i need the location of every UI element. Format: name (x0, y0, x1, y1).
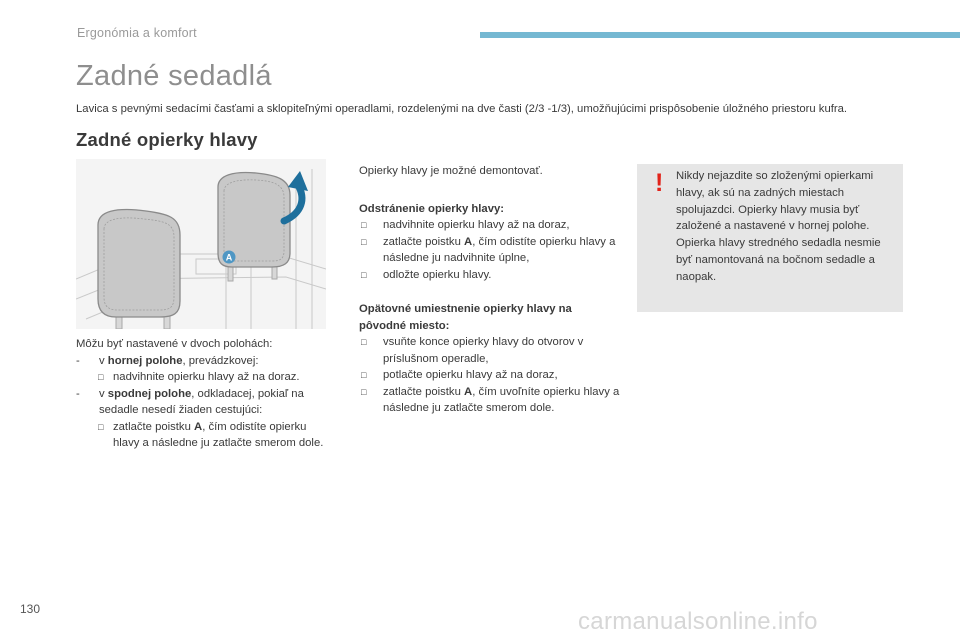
bullet-icon: □ (361, 386, 367, 397)
removal-instructions (359, 163, 621, 417)
step-text: zatlačte poistku (383, 385, 465, 398)
position-item-upper (76, 353, 331, 370)
position-step: zatlačte poistku (113, 420, 195, 433)
refit-step (359, 367, 621, 384)
warning-exclamation-icon: ! (655, 169, 664, 197)
position-step: nadvihnite opierku hlavy až na doraz. (113, 371, 300, 383)
warning-text: Nikdy nejazdite so zloženými opierkami hlavy, ak sú na zadných miestach spolujazdci. Opierky hlavy musia byť založené a nastavené v hornej polohe. Opierka hlavy stredného sedadla nesmie byť namontovaná na bočnom sedadle a naopak. (676, 170, 881, 283)
position-desc: , prevádzkovej: (182, 354, 259, 367)
positions-text (76, 336, 331, 452)
lock-label: A (194, 420, 203, 433)
headrest-lower (98, 210, 180, 329)
step-text-rest: , čím odistíte opierku hlavy a následne ju nadvihnite úplne, (383, 235, 616, 264)
figure-label-a: A (225, 252, 233, 263)
section-subtitle: Zadné opierky hlavy (76, 129, 258, 150)
position-item-lower (76, 386, 331, 419)
removal-step (359, 217, 621, 234)
watermark: carmanualsonline.info (578, 608, 818, 635)
position-step-rest: , čím odistíte opierku hlavy a následne ju zatlačte smerom dole. (113, 420, 324, 449)
headrest-raised (218, 173, 290, 281)
lock-label: A (464, 235, 473, 248)
step-text: odložte opierku hlavy. (383, 268, 492, 281)
bullet-icon: □ (98, 372, 104, 382)
positions-lead: Môžu byť nastavené v dvoch polohách: (76, 338, 273, 350)
position-subitem (76, 369, 331, 386)
refit-heading: Opätovné umiestnenie opierky hlavy na pôvodné miesto: (359, 303, 572, 332)
page-number: 130 (20, 602, 41, 616)
step-text: zatlačte poistku (383, 235, 465, 248)
step-text: potlačte opierku hlavy až na doraz, (383, 369, 558, 381)
position-subitem (76, 419, 331, 452)
removable-note: Opierky hlavy je možné demontovať. (359, 165, 543, 177)
bullet-icon: □ (361, 236, 367, 247)
headrest-drawing (76, 159, 326, 329)
header-accent-bar (480, 32, 960, 38)
intro-paragraph: Lavica s pevnými sedacími časťami a sklopiteľnými operadlami, rozdelenými na dve časti (2/3 -1/3), umožňujúcimi prispôsobenie úložného priestoru kufra. (76, 103, 848, 115)
bullet-icon: □ (98, 421, 104, 432)
step-text: nadvihnite opierku hlavy až na doraz, (383, 219, 570, 231)
removal-step (359, 234, 621, 267)
section-header: Ergonómia a komfort (77, 26, 197, 40)
warning-box (637, 164, 903, 312)
step-text-rest: , čím uvoľníte opierku hlavy a následne ju zatlačte smerom dole. (383, 385, 620, 414)
position-name: spodnej polohe (107, 387, 192, 400)
refit-step (359, 384, 621, 417)
bullet-icon: □ (361, 220, 367, 230)
bullet-icon: □ (361, 269, 367, 280)
position-prefix: v (99, 354, 108, 367)
position-desc: , odkladacej, pokiaľ na sedadle nesedí žiaden cestujúci: (99, 387, 304, 416)
removal-heading: Odstránenie opierky hlavy: (359, 202, 505, 215)
position-prefix: v (99, 387, 108, 400)
removal-step (359, 267, 621, 284)
bullet-icon: □ (361, 337, 367, 347)
dash-marker: - (76, 387, 80, 400)
bullet-icon: □ (361, 370, 367, 380)
lock-label: A (464, 385, 473, 398)
page-title: Zadné sedadlá (76, 60, 272, 92)
step-text: vsuňte konce opierky hlavy do otvorov v príslušnom operadle, (383, 336, 584, 365)
headrest-illustration (76, 159, 326, 329)
position-name: hornej polohe (107, 354, 183, 367)
refit-step (359, 334, 621, 367)
dash-marker: - (76, 354, 80, 367)
